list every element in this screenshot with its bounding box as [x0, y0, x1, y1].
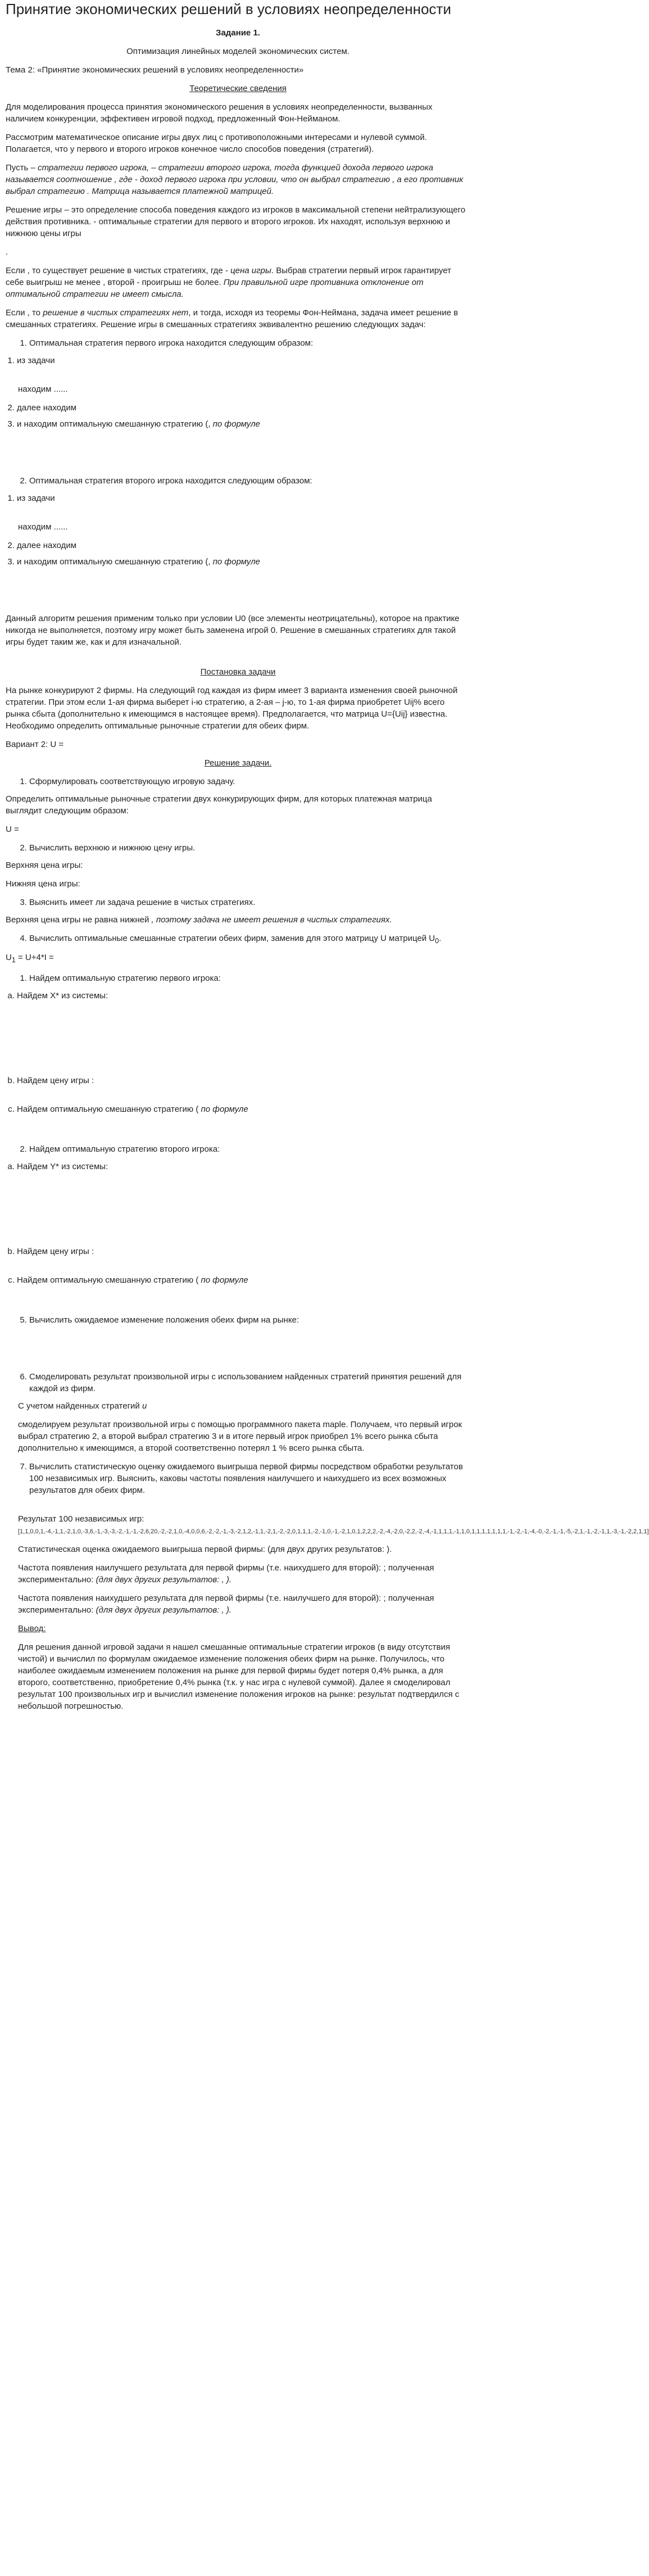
- list-item: a. Найдем Y* из системы:: [17, 1161, 470, 1172]
- algorithm-note: Данный алгоритм решения применим только при условии U0 (все элементы неотрицательны), которое на практике никогда не выполняется, поэтому игру может быть заменена игрой 0. Решение в смешанных стратегиях для такой игры будет таким же, как и для изначальной.: [6, 613, 460, 647]
- dot-line: .: [6, 247, 8, 257]
- text-run-italic: решение в чистых стратегиях нет: [43, 307, 189, 318]
- text-run: Решение игры –: [6, 205, 71, 215]
- list-item: 1. Найдем оптимальную стратегию первого игрока:: [29, 972, 470, 984]
- u1-line: [6, 952, 470, 966]
- document: [0, 1, 649, 1712]
- text-run: = U+4*I =: [15, 953, 54, 963]
- text-run: и находим оптимальную смешанную стратегию (,: [17, 419, 213, 429]
- step-1-text: Определить оптимальные рыночные стратегии двух конкурирующих фирм, для которых платежная матрица выглядит следующим образом:: [6, 794, 432, 816]
- text-run-italic: и: [142, 1401, 147, 1411]
- variant-line: Вариант 2: U =: [6, 739, 64, 749]
- text-run: Найдем оптимальную смешанную стратегию (: [17, 1275, 201, 1285]
- find-line: находим ......: [18, 384, 68, 394]
- text-run: Вычислить оптимальные смешанные стратегии обеих фирм, заменив для этого матрицу U матрицей U: [29, 933, 435, 943]
- problem-heading: Постановка задачи: [200, 667, 276, 677]
- player1-list: [6, 337, 470, 349]
- find-line: находим ......: [18, 522, 68, 532]
- list-item: 1. Оптимальная стратегия первого игрока находится следующим образом:: [29, 337, 470, 349]
- list-item: [17, 418, 470, 430]
- with-strategies: [6, 1400, 470, 1412]
- first-player-sublist-b: [6, 1075, 470, 1086]
- text-run-italic: стратегии первого игрока, – стратегии второго игрока, тогда функцией дохода первого игрока называется соотношение , где - доход первого игрока при условии, что он выбрал стратегию , а его противник выбрал стратегию: [6, 162, 464, 196]
- conclusion-text: Для решения данной игровой задачи я нашел смешанные оптимальные стратегии игроков (в виду отсутствия чистой) и вычислил по формулам ожидаемое изменение положения обеих фирм на рынке. Получилось, что наиболее ожидаемым изменением положения на рынке для первой фирмы будет потеря 0,4% рынка, а для второго, соответственно, приобретение 0,4% рынка (т.к. у нас игра с нулевой суммой). Далее я смоделировал результат 100 произвольных игр и вычислил изменение положения игроков на рынке: результат подтвердился с небольшой погрешностью.: [18, 1642, 460, 1711]
- freq-worst: [6, 1592, 470, 1616]
- theory-paragraph-4: [6, 204, 470, 239]
- first-player-sublist: [6, 990, 470, 1002]
- simulation-text: смоделируем результат произвольной игры с помощью программного пакета maple. Получаем, что первый игрок выбрал стратегию 2, а второй выбрал стратегию 3 и в итоге первый игрок приобрел 1% всего рынка сбыта дополнительно к имеющимся, а второй соответственно потерял 1 % всего рынка сбыта.: [18, 1419, 462, 1453]
- list-item: 3. Выяснить имеет ли задача решение в чистых стратегиях.: [29, 897, 470, 908]
- text-run: Если , то: [6, 307, 43, 318]
- step-3-list: [6, 897, 470, 908]
- second-player-sublist: [6, 1161, 470, 1172]
- upper-price: Верхняя цена игры:: [6, 860, 83, 870]
- text-run: . Выбрав стратегии первый игрок гарантирует себе выигрыш не менее , второй - проигрыш не более.: [6, 265, 451, 287]
- solution-heading: Решение задачи.: [204, 758, 272, 768]
- problem-text: На рынке конкурируют 2 фирмы. На следующий год каждая из фирм имеет 3 варианта изменения своей рыночной стратегии. При этом если 1-ая фирма выберет i-ю стратегию, а 2-ая – j-ю, то 1-ая фирма приобретет Uij% всего рынка сбыта (дополнительно к имеющимся в настоящее время). Предполагается, что матрица U={Uij} известна. Необходимо определить оптимальные рыночные стратегии для обеих фирм.: [6, 685, 458, 731]
- list-item: [17, 556, 470, 568]
- results-values: [1,1,0,0,1,-4,-1,1,-2,1,0,-3,6,-1,-3,-3,-2,-1,-1,-2,6,20,-2,-2,1,0,-4,0,0,6,-2,-2,-1,-3,-2,1,2,-1,1,-2,1,-2,-2,0,1,1,1,-2,-1,0,-1,-2,1,0,1,2,2,2,-2,-4,-2,0,-2,2,-2,-4,-1,1,1,1,-1,1,0,1,1,1,1,1,1,1,-1,-2,-1,-4,-0,-2,-1,-1,-5,-2,1,-1,-2,-1,1,-3,-1,-2,2,1,1]: [18, 1528, 649, 1535]
- text-run: и находим оптимальную смешанную стратегию (,: [17, 556, 213, 567]
- u-line: U =: [6, 824, 19, 834]
- text-run-italic: (для двух других результатов: , ).: [96, 1605, 232, 1615]
- text-run-italic: по формуле: [201, 1275, 248, 1285]
- text-run: (для двух других результатов:: [267, 1544, 387, 1554]
- text-run: это определение способа поведения каждого из игроков в максимальной степени нейтрализующего действия противника. - оптимальные стратегии для первого и второго игроков. Их находят, используя верхнюю и нижнюю цены игры: [6, 205, 466, 238]
- list-item: a. Найдем X* из системы:: [17, 990, 470, 1002]
- step-6-list: [6, 1371, 470, 1395]
- second-player-list: [6, 1143, 470, 1155]
- list-item: 2. Оптимальная стратегия второго игрока находится следующим образом:: [29, 475, 470, 487]
- list-item: 5. Вычислить ожидаемое изменение положения обеих фирм на рынке:: [29, 1314, 470, 1326]
- text-run: Результат 100 независимых игр:: [18, 1514, 144, 1524]
- stat-estimate: [6, 1543, 470, 1555]
- text-run-italic: При правильной игре противника отклонение от оптимальной стратегии не имеет смысла.: [6, 277, 424, 299]
- list-item: 1. из задачи: [17, 492, 470, 504]
- text-run: Пусть –: [6, 162, 38, 173]
- text-run: Если , то существует решение в чистых стратегиях, где -: [6, 265, 231, 275]
- text-run-italic: по формуле: [201, 1104, 248, 1114]
- theory-paragraph-5: [6, 265, 470, 300]
- list-item: 4. Вычислить оптимальные смешанные стратегии обеих фирм, заменив для этого матрицу U матрицей $U_0$.: [29, 932, 470, 947]
- text-run-italic: по формуле: [212, 556, 260, 567]
- list-item: 1. Сформулировать соответствующую игровую задачу.: [29, 776, 470, 787]
- theory-paragraph-6: [6, 307, 470, 331]
- task-heading: Задание 1.: [216, 28, 260, 38]
- text-run: U: [6, 953, 12, 963]
- list-item: b. Найдем цену игры :: [17, 1246, 470, 1257]
- list-item: 2. далее находим: [17, 540, 470, 551]
- lower-price: Нижняя цена игры:: [6, 879, 80, 889]
- player2-sublist-2: [6, 540, 470, 568]
- list-item: [17, 1103, 470, 1115]
- text-run: Верхняя цена игры не равна нижней: [6, 914, 152, 925]
- player2-sublist: [6, 492, 470, 504]
- list-item: [17, 1274, 470, 1286]
- step-2-list: [6, 842, 470, 854]
- subscript: 0: [435, 936, 439, 945]
- step-4-list: [6, 932, 470, 947]
- list-item: 6. Смоделировать результат произвольной игры с использованием найденных стратегий принятия решений для каждой из фирм.: [29, 1371, 470, 1395]
- conclusion-heading: Вывод:: [18, 1623, 46, 1633]
- text-run-italic: . Матрица называется платежной матрицей.: [84, 186, 274, 196]
- text-run-italic: (для двух других результатов: , ).: [96, 1574, 232, 1584]
- freq-best: [6, 1562, 470, 1586]
- step-7-list: [6, 1461, 470, 1496]
- step-5-list: [6, 1314, 470, 1326]
- text-run: ).: [387, 1544, 392, 1554]
- text-run-italic: по формуле: [212, 419, 260, 429]
- text-run-italic: , поэтому задача не имеет решения в чистых стратегиях.: [151, 914, 392, 925]
- text-run: Частота появления наилучшего результата для первой фирмы (т.е. наихудшего для второй): ; полученная экспериментально:: [18, 1563, 434, 1584]
- page-title: Принятие экономических решений в условиях неопределенности: [6, 1, 451, 17]
- list-item: 2. Вычислить верхнюю и нижнюю цену игры.: [29, 842, 470, 854]
- second-player-sublist-c: [6, 1274, 470, 1286]
- text-run: Статистическая оценка ожидаемого выигрыша первой фирмы:: [18, 1544, 268, 1554]
- text-run: Найдем оптимальную смешанную стратегию (: [17, 1104, 201, 1114]
- first-player-list: [6, 972, 470, 984]
- second-player-sublist-b: [6, 1246, 470, 1257]
- list-item: b. Найдем цену игры :: [17, 1075, 470, 1086]
- subtitle: Оптимизация линейных моделей экономических систем.: [126, 46, 350, 56]
- subscript: 1: [11, 956, 16, 965]
- list-item: 7. Вычислить статистическую оценку ожидаемого выигрыша первой фирмы посредством обработки результатов 100 независимых игр. Выяснить, каковы частоты появления наилучшего и наихудшего из всех возможных результатов для обеих фирм.: [29, 1461, 470, 1496]
- text-run: С учетом найденных стратегий: [18, 1401, 142, 1411]
- theme-line: Тема 2: «Принятие экономических решений в условиях неопределенности»: [6, 65, 304, 75]
- text-run-italic: цена игры: [230, 265, 271, 275]
- list-item: 1. из задачи: [17, 355, 470, 366]
- theory-heading: Теоретические сведения: [189, 83, 287, 93]
- text-run: Частота появления наихудшего результата для первой фирмы (т.е. наилучшего для второй): ; полученная экспериментально:: [18, 1593, 434, 1615]
- list-item: 2. Найдем оптимальную стратегию второго игрока:: [29, 1143, 470, 1155]
- player1-sublist: [6, 355, 470, 366]
- step-3-text: [6, 914, 470, 926]
- theory-paragraph-1: Для моделирования процесса принятия экономического решения в условиях неопределенности, вызванных наличием конкуренции, эффективен игровой подход, предложенный Фон-Нейманом.: [6, 102, 433, 124]
- list-item: 2. далее находим: [17, 402, 470, 414]
- text-run: , и тогда, исходя из теоремы Фон-Неймана, задача имеет решение в смешанных стратегиях. Решение игры в смешанных стратегиях эквивалентно решению следующих задач:: [6, 307, 459, 329]
- step-1-list: [6, 776, 470, 787]
- first-player-sublist-c: [6, 1103, 470, 1115]
- theory-paragraph-3: [6, 162, 470, 197]
- player1-sublist-2: [6, 402, 470, 430]
- player2-list: [6, 475, 470, 487]
- theory-paragraph-2: Рассмотрим математическое описание игры двух лиц с противоположными интересами и нулевой суммой. Полагается, что у первого и второго игроков конечное число способов поведения (стратегий).: [6, 132, 427, 154]
- results-line: [6, 1513, 649, 1537]
